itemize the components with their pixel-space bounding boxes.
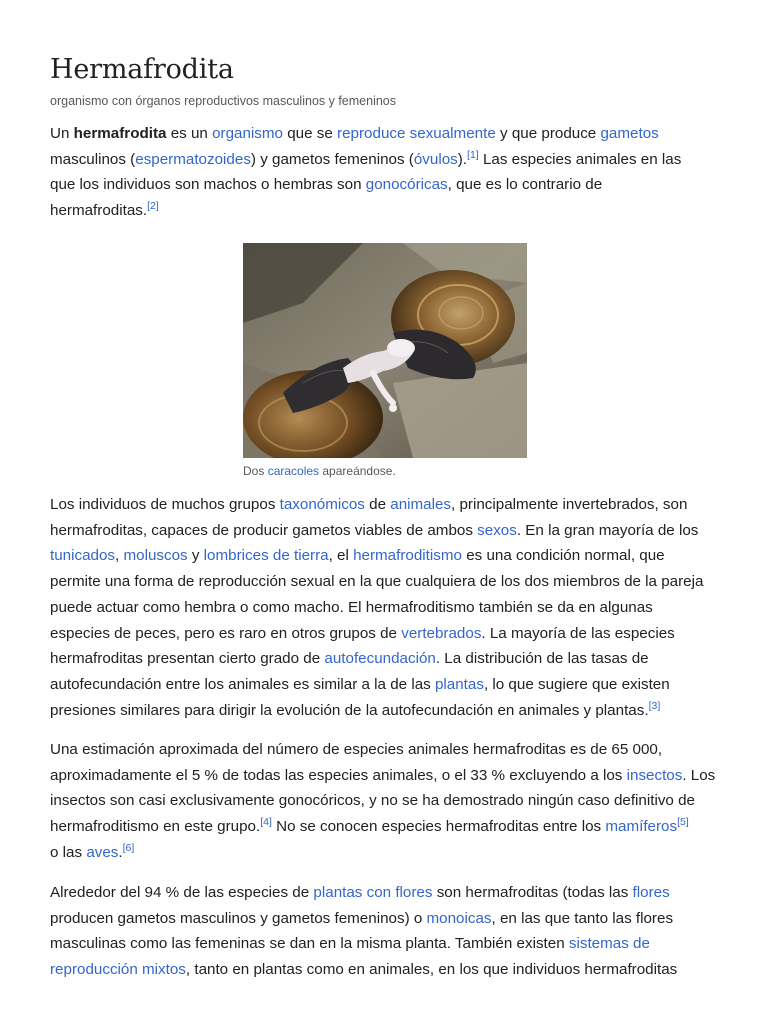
text-line [50, 198, 718, 224]
text-line: Una estimación aproximada del número de especies animales hermafroditas es de 65 000, [50, 741, 663, 758]
link-lombrices-de-tierra[interactable]: lombrices de tierra [203, 547, 329, 565]
reference-link[interactable]: [5] [677, 816, 689, 829]
text-line: insectos son casi exclusivamente gonocóricos, y no se ha demostrado ningún caso definitivo de [50, 792, 695, 810]
intro-paragraph [50, 121, 718, 224]
text-line [50, 763, 718, 789]
link-autofecundacion[interactable]: autofecundación [324, 650, 436, 668]
text-line [50, 518, 718, 544]
text-run: , en las que tanto las flores [491, 909, 674, 927]
text-run: , que es lo contrario de [447, 176, 603, 194]
link-sistemas-de-reproduccion-mixtos[interactable]: sistemas de [568, 935, 650, 953]
paragraph-4 [50, 880, 718, 983]
link-ovulos[interactable]: óvulos [413, 150, 458, 168]
text-line [50, 121, 718, 147]
text-run: o las [50, 843, 87, 861]
text-run: , lo que sugiere que existen [483, 675, 670, 693]
text-run: hermafroditas. [50, 202, 148, 220]
text-run: Las especies animales en las [478, 150, 682, 168]
paragraph-3 [50, 737, 718, 866]
text-run: , principalmente invertebrados, son [451, 496, 688, 513]
text-run: es un [166, 125, 213, 142]
text-line [50, 840, 718, 866]
text-run: Un [50, 125, 74, 142]
link-monoicas[interactable]: monoicas [426, 909, 492, 927]
figure-caption [243, 464, 527, 478]
reference-5 [677, 816, 689, 828]
text-line [50, 543, 718, 569]
text-line: permite una forma de reproducción sexual en la que cualquiera de los dos miembros de la pareja [50, 573, 704, 591]
link-taxonomicos[interactable]: taxonómicos [279, 496, 365, 513]
reference-link[interactable]: [3] [648, 699, 661, 712]
text-run: especies de peces, pero es raro en otros grupos de [50, 624, 402, 642]
link-tunicados[interactable]: tunicados [50, 547, 116, 565]
text-run: hermafroditas, capaces de producir gametos viables de ambos [50, 521, 478, 539]
text-line [50, 147, 718, 173]
link-gametos[interactable]: gametos [600, 125, 659, 142]
text-run: que se [283, 125, 338, 142]
link-organismo[interactable]: organismo [212, 125, 283, 142]
text-run: autofecundación entre los animales es similar a la de las [50, 675, 435, 693]
text-run: ) y gametos femeninos ( [250, 150, 414, 168]
text-line [50, 698, 718, 724]
figure [243, 243, 527, 478]
text-run: de [364, 496, 391, 513]
link-gonocoricas[interactable]: gonocóricas [365, 176, 448, 194]
reference-link[interactable]: [1] [467, 148, 479, 161]
text-run: hermafroditas presentan cierto grado de [50, 650, 325, 668]
link-animales[interactable]: animales [390, 496, 452, 513]
reference-2 [147, 200, 159, 212]
reference-3 [649, 700, 661, 712]
link-caracoles[interactable]: caracoles [267, 464, 320, 478]
link-plantas-con-flores[interactable]: plantas con flores [313, 884, 433, 901]
text-run: . [118, 843, 123, 861]
text-run: Alrededor del 94 % de las especies de [50, 884, 314, 901]
text-line [50, 621, 718, 647]
link-reproduce-sexualmente[interactable]: reproduce sexualmente [337, 125, 496, 142]
link-plantas[interactable]: plantas [434, 675, 484, 693]
bold-term: hermafrodita [73, 125, 167, 142]
snails-mating-photo[interactable] [243, 243, 527, 458]
text-line [50, 492, 718, 518]
text-run: que los individuos son machos o hembras son [50, 176, 366, 194]
link-espermatozoides[interactable]: espermatozoides [135, 150, 251, 168]
text-run: Dos [243, 464, 268, 478]
text-run: . En la gran mayoría de los [516, 521, 699, 539]
text-line [50, 880, 718, 906]
link-insectos[interactable]: insectos [626, 766, 683, 784]
text-run: presiones similares para dirigir la evolución de la autofecundación en animales y plantas. [50, 701, 649, 719]
text-run: hermafroditismo en este grupo. [50, 818, 261, 836]
link-aves[interactable]: aves [86, 843, 119, 861]
text-run: , tanto en plantas como en animales, en los que individuos hermafroditas [185, 961, 678, 979]
text-run: No se conocen especies hermafroditas entre los [271, 818, 606, 836]
text-line [50, 931, 718, 957]
reference-6 [123, 842, 135, 854]
reference-link[interactable]: [4] [260, 816, 272, 829]
text-run: . La mayoría de las especies [481, 624, 675, 642]
text-run: masculinas como las femeninas se dan en la misma planta. También existen [50, 935, 569, 953]
text-run: es una condición normal, que [461, 547, 665, 565]
text-run: , [115, 547, 124, 565]
text-run: . La distribución de las tasas de [435, 650, 649, 668]
reference-link[interactable]: [6] [122, 841, 135, 854]
text-run: y [187, 547, 204, 565]
text-run: . Los [682, 766, 716, 784]
reference-link[interactable]: [2] [147, 200, 159, 213]
text-run: apareándose. [319, 464, 396, 478]
text-run: y que produce [495, 125, 601, 142]
text-line [50, 957, 718, 983]
link-hermafroditismo[interactable]: hermafroditismo [353, 547, 462, 565]
text-run: ). [457, 150, 468, 168]
text-run: masculinos ( [50, 150, 136, 168]
text-run: , el [328, 547, 354, 565]
text-line [50, 172, 718, 198]
page-title: Hermafrodita [50, 54, 234, 85]
text-run: aproximadamente el 5 % de todas las especies animales, o el 33 % excluyendo a los [50, 766, 627, 784]
link-reproduccion-mixtos[interactable]: reproducción mixtos [50, 961, 186, 979]
text-run: producen gametos masculinos y gametos femeninos) o [50, 909, 427, 927]
link-vertebrados[interactable]: vertebrados [401, 624, 482, 642]
reference-4 [260, 816, 272, 828]
link-flores[interactable]: flores [632, 884, 670, 901]
text-line [50, 646, 718, 672]
text-run: Los individuos de muchos grupos [50, 496, 280, 513]
text-line [50, 814, 718, 840]
page-subtitle: organismo con órganos reproductivos masculinos y femeninos [50, 94, 397, 108]
reference-1 [467, 149, 479, 161]
text-run: son hermafroditas (todas las [432, 884, 633, 901]
paragraph-2 [50, 492, 718, 723]
text-line: puede actuar como hembra o como macho. El hermafroditismo también se da en algunas [50, 598, 653, 616]
link-sexos[interactable]: sexos [477, 521, 517, 539]
text-line [50, 672, 718, 698]
text-line [50, 906, 718, 932]
link-mamiferos[interactable]: mamíferos [605, 818, 678, 836]
link-moluscos[interactable]: moluscos [123, 547, 188, 565]
